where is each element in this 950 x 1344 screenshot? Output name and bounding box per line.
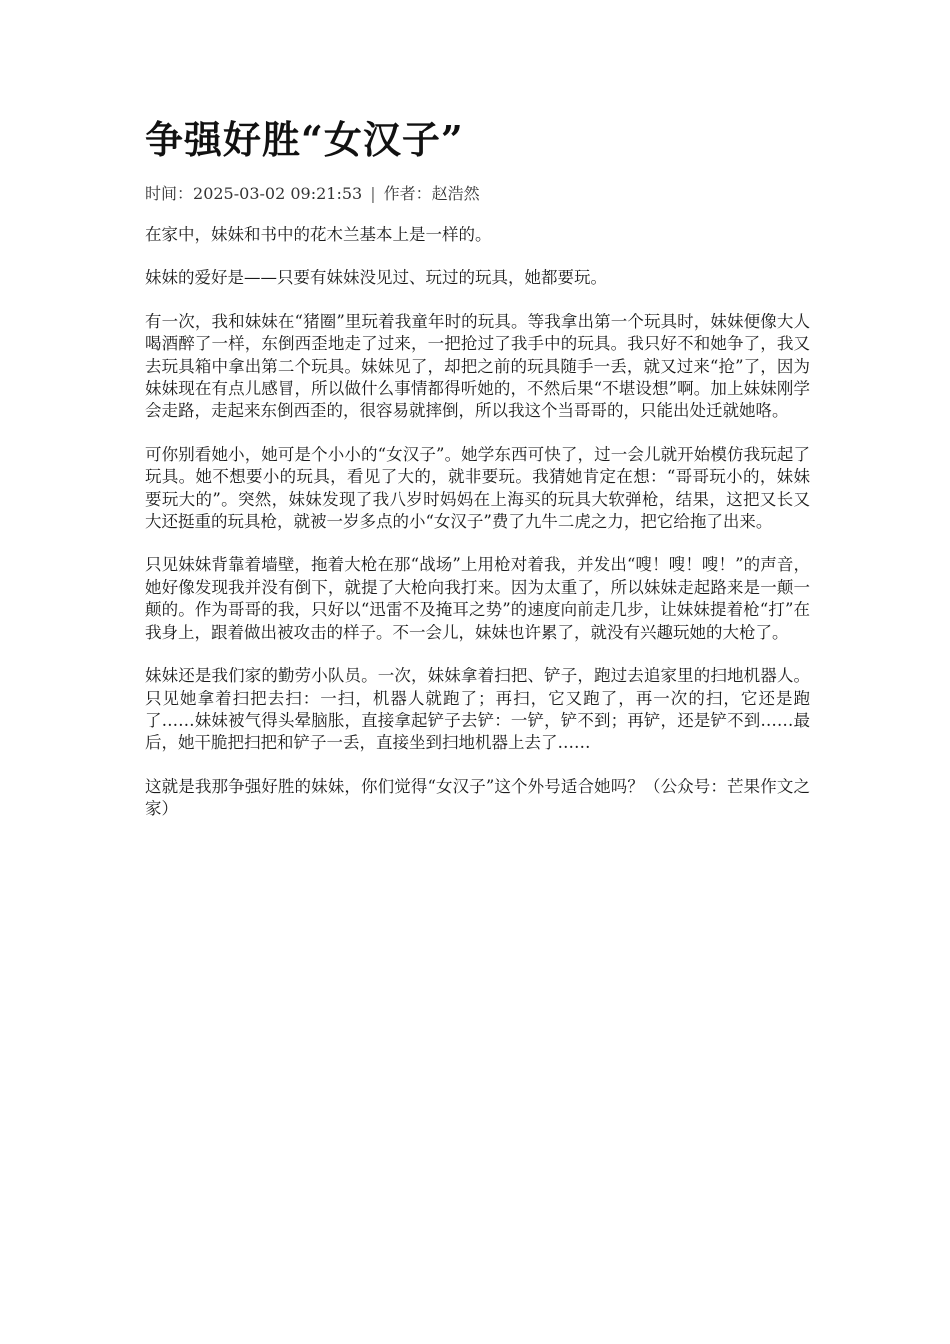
paragraph: 这就是我那争强好胜的妹妹，你们觉得“女汉子”这个外号适合她吗？（公众号：芒果作文之家）	[145, 776, 810, 819]
article-meta	[145, 182, 810, 206]
paragraph: 妹妹的爱好是——只要有妹妹没见过、玩过的玩具，她都要玩。	[145, 268, 607, 288]
paragraph: 妹妹还是我们家的勤劳小队员。一次，妹妹拿着扫把、铲子，跑过去追家里的扫地机器人。只见她拿着扫把去扫：一扫，机器人就跑了；再扫，它又跑了，再一次的扫，它还是跑了……妹妹被气得头晕脑胀，直接拿起铲子去铲：一铲，铲不到；再铲，还是铲不到……最后，她干脆把扫把和铲子一丢，直接坐到扫地机器上去了……	[145, 666, 810, 753]
article-title: 争强好胜“女汉子”	[145, 117, 464, 162]
time-value: 2025-03-02 09:21:53	[193, 184, 363, 203]
author-label: 作者：	[383, 184, 432, 203]
meta-separator: |	[370, 184, 376, 203]
author-value: 赵浩然	[431, 184, 480, 203]
paragraph: 可你别看她小，她可是个小小的“女汉子”。她学东西可快了，过一会儿就开始模仿我玩起了玩具。她不想要小的玩具，看见了大的，就非要玩。我猜她肯定在想：“哥哥玩小的，妹妹要玩大的”。突然，妹妹发现了我八岁时妈妈在上海买的玩具大软弹枪，结果，这把又长又大还挺重的玩具枪，就被一岁多点的小“女汉子”费了九牛二虎之力，把它给拖了出来。	[145, 444, 810, 532]
article-body	[145, 224, 810, 821]
paragraph: 有一次，我和妹妹在“猪圈”里玩着我童年时的玩具。等我拿出第一个玩具时，妹妹便像大人喝酒醉了一样，东倒西歪地走了过来，一把抢过了我手中的玩具。我只好不和她争了，我又去玩具箱中拿出第二个玩具。妹妹见了，却把之前的玩具随手一丢，就又过来“抢”了，因为妹妹现在有点儿感冒，所以做什么事情都得听她的，不然后果“不堪设想”啊。加上妹妹刚学会走路，走起来东倒西歪的，很容易就摔倒，所以我这个当哥哥的，只能出处迁就她咯。	[145, 311, 810, 421]
paragraph: 在家中，妹妹和书中的花木兰基本上是一样的。	[145, 225, 492, 244]
time-label: 时间：	[145, 184, 194, 203]
paragraph: 只见妹妹背靠着墙壁，拖着大枪在那“战场”上用枪对着我，并发出“嗖！嗖！嗖！”的声音，她好像发现我并没有倒下，就提了大枪向我打来。因为太重了，所以妹妹走起路来是一颠一颠的。作为哥哥的我，只好以“迅雷不及掩耳之势”的速度向前走几步，让妹妹提着枪“打”在我身上，跟着做出被攻击的样子。不一会儿，妹妹也许累了，就没有兴趣玩她的大枪了。	[145, 555, 810, 642]
article	[145, 112, 810, 842]
